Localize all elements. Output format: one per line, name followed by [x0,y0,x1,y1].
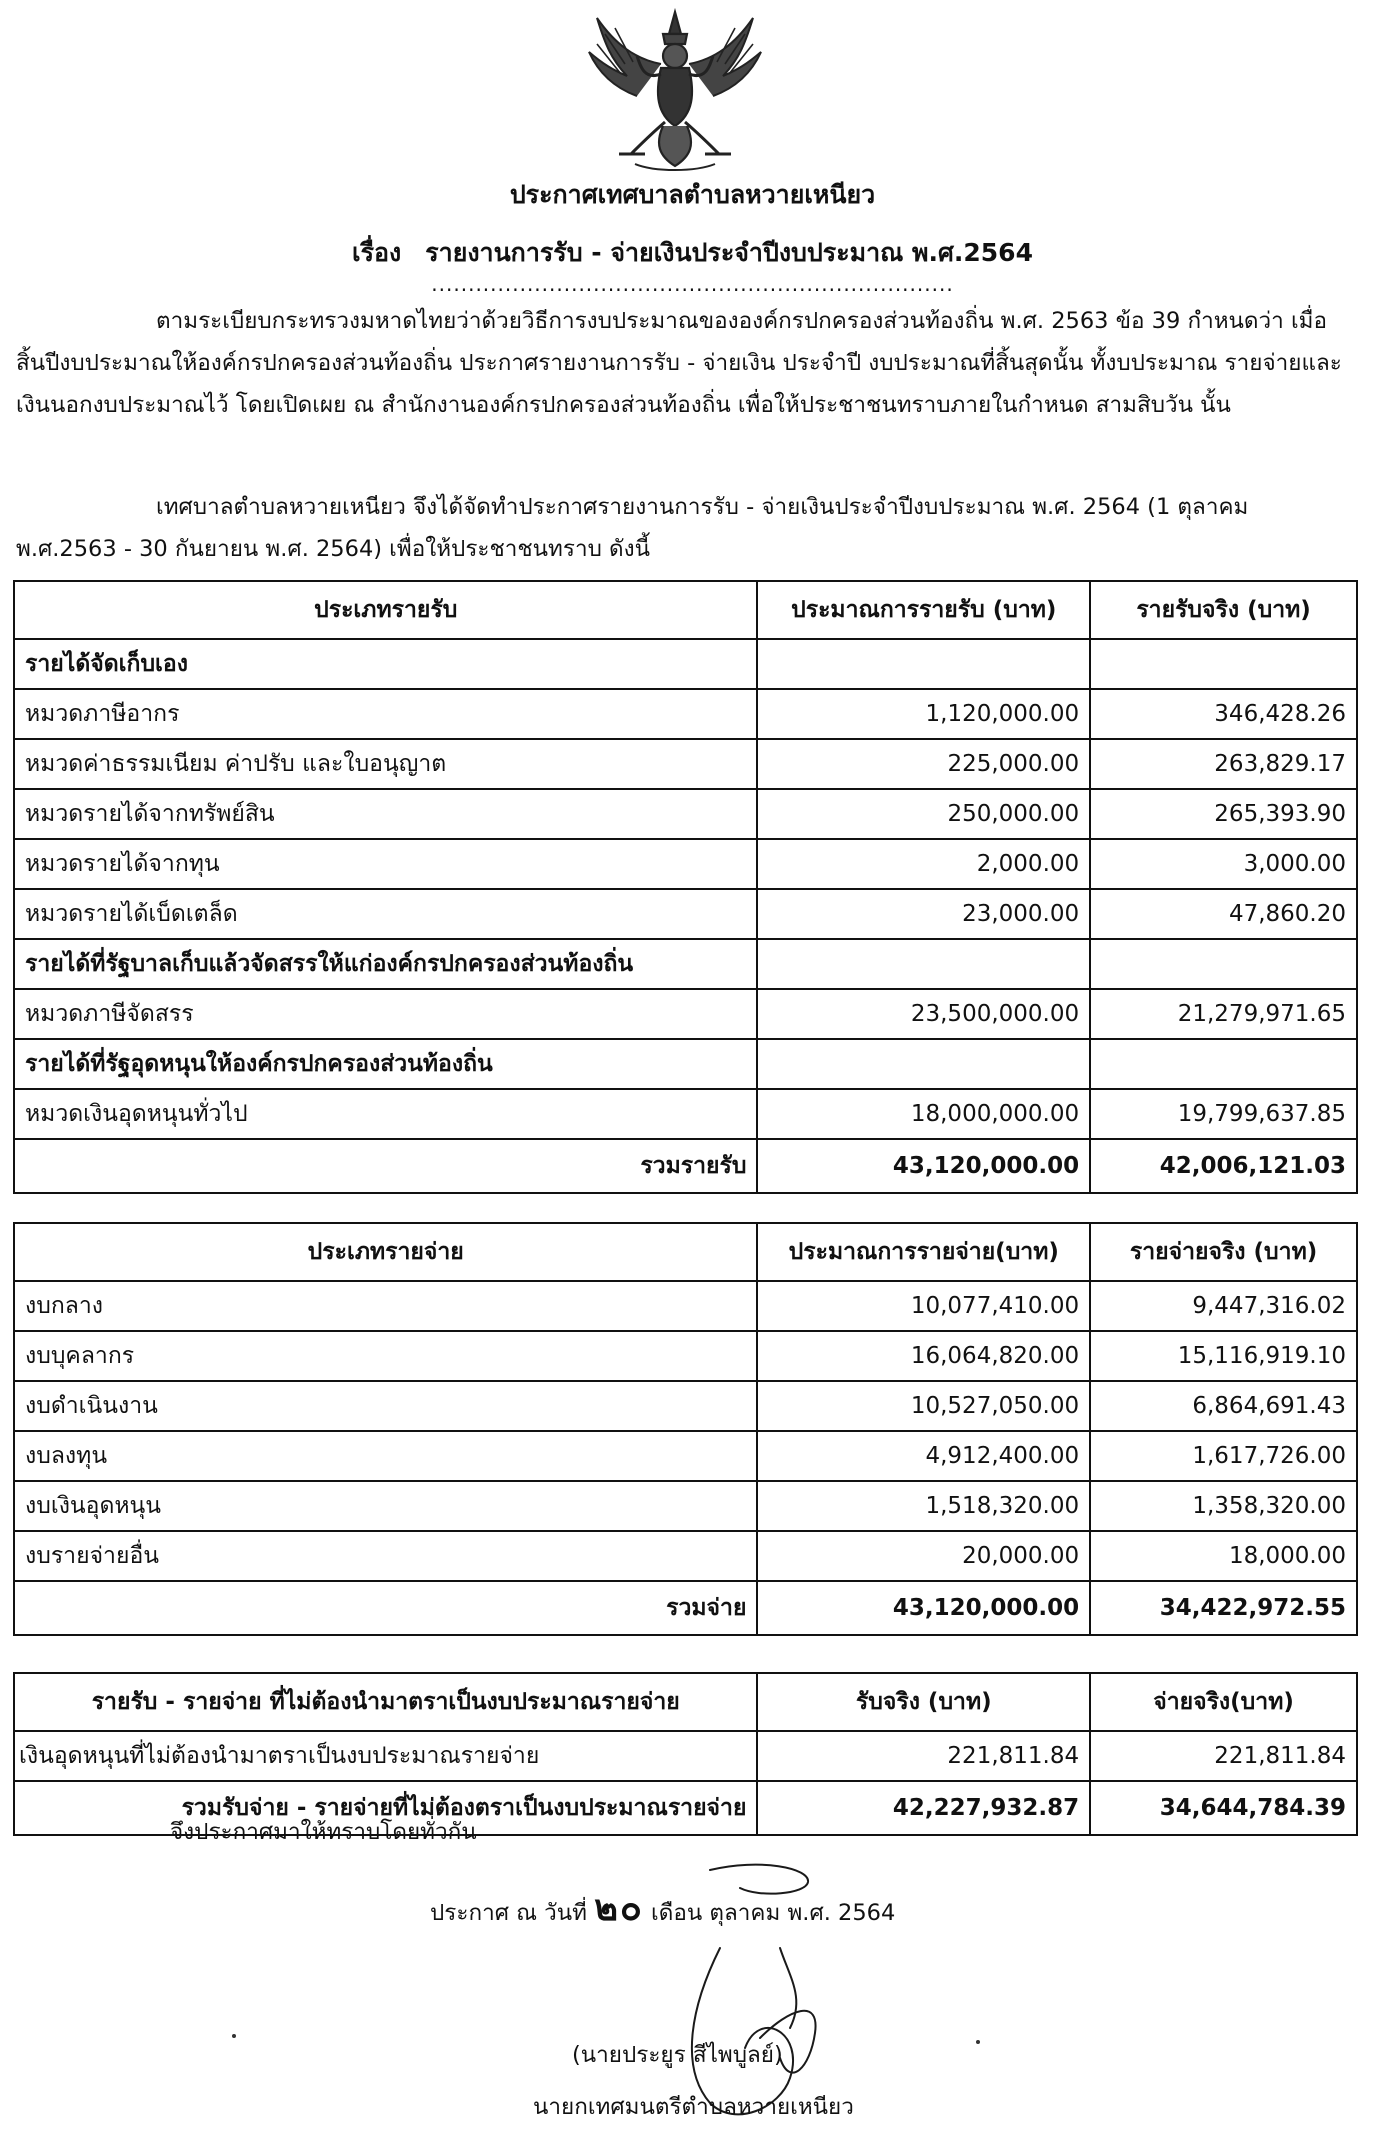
row-label: งบดำเนินงาน [14,1381,757,1431]
row-actual: 346,428.26 [1090,689,1357,739]
intro-paragraph: ตามระเบียบกระทรวงมหาดไทยว่าด้วยวิธีการงบประมาณขององค์กรปกครองส่วนท้องถิ่น พ.ศ. 2563 ข้อ 39 กำหนดว่า เมื่อสิ้นปีงบประมาณให้องค์กรปกครองส่วนท้องถิ่น ประกาศรายงานการรับ - จ่ายเงิน ประจำปี งบประมาณที่สิ้นสุดนั้น ทั้งบประมาณ รายจ่ายและเงินนอกงบประมาณไว้ โดยเปิดเผย ณ สำนักงานองค์กรปกครองส่วนท้องถิ่น เพื่อให้ประชาชนทราบภายในกำหนด สามสิบวัน นั้น [16,308,1342,418]
row-actual: 265,393.90 [1090,789,1357,839]
revenue-total-row [14,1139,1357,1193]
row-actual: 1,358,320.00 [1090,1481,1357,1531]
row-label: หมวดค่าธรรมเนียม ค่าปรับ และใบอนุญาต [14,739,757,789]
expense-total-row [14,1581,1357,1635]
table-row [14,739,1357,789]
group-label: รายได้จัดเก็บเอง [14,639,757,689]
row-label: หมวดภาษีจัดสรร [14,989,757,1039]
announcement-title: ประกาศเทศบาลตำบลหวายเหนียว [509,180,876,209]
report-paragraph: เทศบาลตำบลหวายเหนียว จึงได้จัดทำประกาศรายงานการรับ - จ่ายเงินประจำปีงบประมาณ พ.ศ. 2564 (1 ตุลาคม พ.ศ.2563 - 30 กันยายน พ.ศ. 2564) เพื่อให้ประชาชนทราบ ดังนี้ [16,494,1249,562]
row-label: หมวดรายได้จากทุน [14,839,757,889]
table-row [14,689,1357,739]
table-row [14,1431,1357,1481]
row-label: งบกลาง [14,1281,757,1331]
total-estimate: 43,120,000.00 [757,1581,1090,1635]
row-estimate: 16,064,820.00 [757,1331,1090,1381]
expense-type-header: ประเภทรายจ่าย [14,1223,757,1281]
table-header-row [14,581,1357,639]
table-row [14,1731,1357,1781]
scan-speck [232,2034,236,2038]
row-actual: 47,860.20 [1090,889,1357,939]
row-actual: 6,864,691.43 [1090,1381,1357,1431]
table-row [14,1381,1357,1431]
row-estimate: 225,000.00 [757,739,1090,789]
row-estimate: 23,500,000.00 [757,989,1090,1039]
row-actual: 3,000.00 [1090,839,1357,889]
total-estimate: 43,120,000.00 [757,1139,1090,1193]
signer-position: นายกเทศมนตรีตำบลหวายเหนียว [533,2094,854,2120]
table-row [14,889,1357,939]
expense-actual-header: รายจ่ายจริง (บาท) [1090,1223,1357,1281]
row-label: งบรายจ่ายอื่น [14,1531,757,1581]
row-actual: 21,279,971.65 [1090,989,1357,1039]
total-label: รวมรายรับ [14,1139,757,1193]
table-row [14,1481,1357,1531]
row-label: งบเงินอุดหนุน [14,1481,757,1531]
row-actual: 18,000.00 [1090,1531,1357,1581]
table-row [14,1281,1357,1331]
scan-speck [976,2040,980,2044]
row-actual: 9,447,316.02 [1090,1281,1357,1331]
total-received: 42,227,932.87 [757,1781,1090,1835]
row-actual: 19,799,637.85 [1090,1089,1357,1139]
row-received: 221,811.84 [757,1731,1090,1781]
revenue-group-row [14,1039,1357,1089]
expense-estimate-header: ประมาณการรายจ่าย(บาท) [757,1223,1090,1281]
table-header-row [14,1223,1357,1281]
revenue-group-row [14,939,1357,989]
row-label: งบลงทุน [14,1431,757,1481]
group-label: รายได้ที่รัฐอุดหนุนให้องค์กรปกครองส่วนท้องถิ่น [14,1039,757,1089]
revenue-group-row [14,639,1357,689]
expense-table [13,1222,1358,1636]
row-estimate: 4,912,400.00 [757,1431,1090,1481]
row-estimate: 10,527,050.00 [757,1381,1090,1431]
revenue-table [13,580,1358,1194]
row-estimate: 2,000.00 [757,839,1090,889]
table-row [14,1331,1357,1381]
group-label: รายได้ที่รัฐบาลเก็บแล้วจัดสรรให้แก่องค์กรปกครองส่วนท้องถิ่น [14,939,757,989]
garuda-emblem-icon [575,4,775,179]
row-label: หมวดเงินอุดหนุนทั่วไป [14,1089,757,1139]
table-row [14,789,1357,839]
offbudget-received-header: รับจริง (บาท) [757,1673,1090,1731]
row-paid: 221,811.84 [1090,1731,1357,1781]
offbudget-type-header: รายรับ - รายจ่าย ที่ไม่ต้องนำมาตราเป็นงบประมาณรายจ่าย [14,1673,757,1731]
revenue-type-header: ประเภทรายรับ [14,581,757,639]
row-estimate: 10,077,410.00 [757,1281,1090,1331]
subject-text: รายงานการรับ - จ่ายเงินประจำปีงบประมาณ พ.ศ.2564 [425,238,1033,267]
total-label: รวมจ่าย [14,1581,757,1635]
row-estimate: 1,518,320.00 [757,1481,1090,1531]
announcement-subject [0,233,1385,273]
row-label: หมวดรายได้เบ็ดเตล็ด [14,889,757,939]
date-suffix: เดือน ตุลาคม พ.ศ. 2564 [651,1900,896,1926]
subject-label: เรื่อง [352,238,402,267]
offbudget-paid-header: จ่ายจริง(บาท) [1090,1673,1357,1731]
table-row [14,1089,1357,1139]
table-row [14,1531,1357,1581]
row-label: เงินอุดหนุนที่ไม่ต้องนำมาตราเป็นงบประมาณรายจ่าย [14,1731,757,1781]
total-actual: 42,006,121.03 [1090,1139,1357,1193]
row-estimate: 23,000.00 [757,889,1090,939]
row-label: งบบุคลากร [14,1331,757,1381]
offbudget-table [13,1672,1358,1836]
signer-name: (นายประยูร สีไพบูลย์) [572,2042,783,2068]
date-day: ๒๐ [594,1887,644,1929]
table-header-row [14,1673,1357,1731]
row-actual: 1,617,726.00 [1090,1431,1357,1481]
total-actual: 34,422,972.55 [1090,1581,1357,1635]
date-prefix: ประกาศ ณ วันที่ [430,1900,588,1926]
row-estimate: 1,120,000.00 [757,689,1090,739]
revenue-actual-header: รายรับจริง (บาท) [1090,581,1357,639]
total-label: รวมรับจ่าย - รายจ่ายที่ไม่ต้องตราเป็นงบประมาณรายจ่าย [14,1781,757,1835]
table-row [14,839,1357,889]
revenue-estimate-header: ประมาณการรายรับ (บาท) [757,581,1090,639]
row-estimate: 250,000.00 [757,789,1090,839]
row-actual: 15,116,919.10 [1090,1331,1357,1381]
row-label: หมวดรายได้จากทรัพย์สิน [14,789,757,839]
row-label: หมวดภาษีอากร [14,689,757,739]
table-row [14,989,1357,1039]
row-actual: 263,829.17 [1090,739,1357,789]
total-paid: 34,644,784.39 [1090,1781,1357,1835]
closing-statement: จึงประกาศมาให้ทราบโดยทั่วกัน [170,1819,477,1845]
title-divider: ....................................................................... [431,272,954,296]
row-estimate: 20,000.00 [757,1531,1090,1581]
row-estimate: 18,000,000.00 [757,1089,1090,1139]
